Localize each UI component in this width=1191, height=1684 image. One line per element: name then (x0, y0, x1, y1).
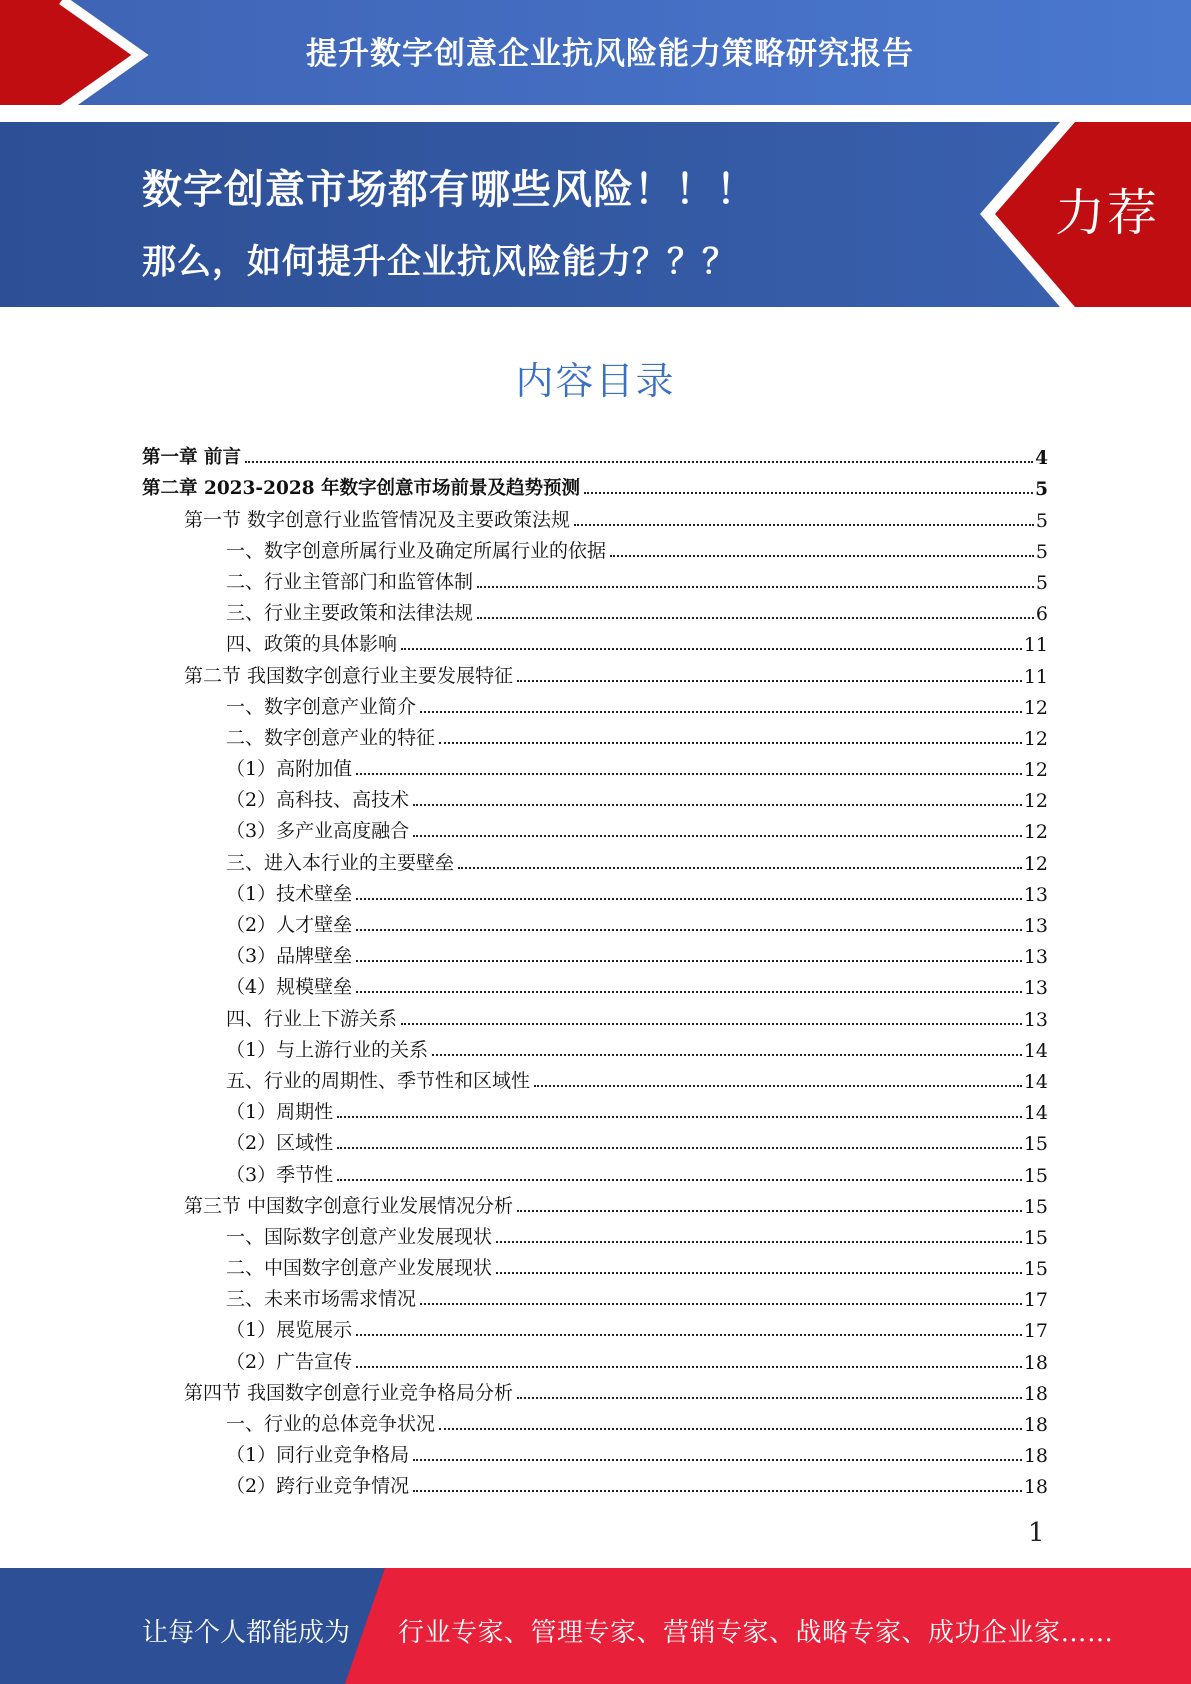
toc-entry-page: 15 (1023, 1164, 1048, 1187)
recommend-badge: 力荐 (1055, 184, 1159, 242)
toc-entry-page: 4 (1035, 448, 1048, 470)
toc-entry-page: 15 (1023, 1258, 1048, 1281)
toc-entry[interactable] (142, 563, 1048, 594)
toc-entry-page: 14 (1023, 1102, 1048, 1125)
toc-entry-page: 18 (1023, 1414, 1048, 1436)
toc-entry-title: 五、行业的周期性、季节性和区域性 (226, 1069, 531, 1092)
toc-dot-leader (439, 742, 1022, 744)
toc-entry-title: （1）展览展示 (226, 1319, 353, 1342)
toc-entry[interactable] (142, 1467, 1048, 1498)
toc-entry-title: （1）同行业竞争格局 (226, 1444, 410, 1467)
toc-dot-leader (337, 1179, 1022, 1181)
toc-dot-leader (356, 929, 1022, 931)
toc-entry-page: 14 (1023, 1070, 1048, 1093)
toc-dot-leader (439, 1428, 1022, 1430)
toc-entry-page: 13 (1023, 977, 1048, 1000)
toc-entry[interactable] (142, 1405, 1048, 1436)
toc-entry-page: 15 (1023, 1133, 1048, 1156)
toc-entry[interactable] (142, 656, 1048, 687)
toc-entry-title: 第一节 数字创意行业监管情况及主要政策法规 (184, 508, 571, 531)
page-number: 1 (1028, 1518, 1045, 1548)
toc-entry-page: 13 (1023, 946, 1048, 969)
toc-dot-leader (517, 680, 1022, 682)
hero-headline: 数字创意市场都有哪些风险！！！ (142, 167, 757, 213)
toc-dot-leader (401, 1023, 1022, 1025)
toc-entry[interactable] (142, 1062, 1048, 1093)
toc-entry-page: 14 (1023, 1039, 1048, 1062)
toc-dot-leader (356, 898, 1022, 900)
toc-dot-leader (432, 1054, 1022, 1056)
toc-entry[interactable] (142, 1342, 1048, 1373)
toc-entry[interactable] (142, 906, 1048, 937)
toc-entry-page: 12 (1023, 790, 1048, 813)
toc-entry-title: （2）人才壁垒 (226, 914, 353, 936)
toc-entry-title: 三、行业主要政策和法律法规 (226, 602, 474, 625)
toc-entry[interactable] (142, 1187, 1048, 1218)
toc-entry-page: 18 (1023, 1476, 1048, 1499)
toc-entry[interactable] (142, 937, 1048, 968)
toc-entry-title: （2）跨行业竞争情况 (226, 1475, 410, 1498)
toc-entry[interactable] (142, 1436, 1048, 1467)
toc-dot-leader (413, 1490, 1022, 1492)
footer-slogan-left: 让每个人都能成为 (142, 1618, 351, 1648)
toc-dot-leader (413, 1459, 1022, 1461)
toc-entry-title: （2）高科技、高技术 (226, 789, 410, 812)
toc-entry-title: 一、数字创意所属行业及确定所属行业的依据 (226, 539, 607, 562)
toc-entry-page: 6 (1035, 603, 1048, 626)
toc-entry-page: 5 (1035, 571, 1048, 594)
toc-entry[interactable] (142, 1374, 1048, 1405)
toc-dot-leader (413, 835, 1022, 837)
toc-entry-title: 第二章 2023-2028 年数字创意市场前景及趋势预测 (142, 478, 581, 500)
toc-entry-title: 第三节 中国数字创意行业发展情况分析 (184, 1194, 514, 1217)
toc-entry-title: （2）广告宣传 (226, 1350, 353, 1373)
toc-entry-page: 11 (1023, 634, 1048, 657)
toc-entry-title: 二、行业主管部门和监管体制 (226, 570, 474, 593)
toc-entry-page: 12 (1023, 821, 1048, 844)
toc-entry-title: 三、进入本行业的主要壁垒 (226, 851, 455, 874)
toc-entry-page: 5 (1035, 509, 1048, 532)
toc-entry-title: 三、未来市场需求情况 (226, 1288, 417, 1311)
toc-dot-leader (420, 1303, 1022, 1305)
toc-entry-title: 一、行业的总体竞争状况 (226, 1413, 436, 1435)
toc-entry-page: 15 (1023, 1195, 1048, 1218)
toc-dot-leader (337, 1116, 1022, 1118)
toc-entry-title: 第二节 我国数字创意行业主要发展特征 (184, 664, 514, 687)
toc-entry-page: 12 (1023, 759, 1048, 782)
toc-dot-leader (574, 524, 1034, 526)
toc-dot-leader (356, 773, 1022, 775)
toc-entry-title: （3）品牌壁垒 (226, 945, 353, 968)
toc-dot-leader (420, 711, 1022, 713)
toc-entry-title: （3）季节性 (226, 1163, 334, 1186)
toc-entry-title: （1）技术壁垒 (226, 882, 353, 905)
toc-entry[interactable] (142, 688, 1048, 719)
toc-entry-page: 5 (1035, 479, 1048, 501)
table-of-contents (142, 438, 1048, 1498)
toc-dot-leader (458, 867, 1022, 869)
toc-entry[interactable] (142, 1031, 1048, 1062)
toc-dot-leader (584, 492, 1033, 494)
toc-entry[interactable] (142, 532, 1048, 563)
toc-entry-title: 四、政策的具体影响 (226, 633, 398, 656)
toc-entry-title: （4）规模壁垒 (226, 976, 353, 999)
toc-entry-page: 12 (1023, 696, 1048, 719)
toc-entry-page: 13 (1023, 915, 1048, 937)
toc-entry-title: （1）周期性 (226, 1101, 334, 1124)
toc-dot-leader (337, 1147, 1022, 1149)
toc-entry-page: 17 (1023, 1289, 1048, 1312)
toc-entry-page: 12 (1023, 727, 1048, 750)
toc-entry-title: 二、数字创意产业的特征 (226, 726, 436, 749)
report-title: 提升数字创意企业抗风险能力策略研究报告 (306, 35, 914, 72)
toc-entry-title: （3）多产业高度融合 (226, 820, 410, 843)
toc-dot-leader (534, 1085, 1022, 1087)
toc-entry-page: 18 (1023, 1382, 1048, 1405)
toc-entry[interactable] (142, 999, 1048, 1030)
toc-entry[interactable] (142, 1280, 1048, 1311)
toc-entry-title: （2）区域性 (226, 1132, 334, 1155)
toc-entry[interactable] (142, 625, 1048, 656)
footer-slogan-right: 行业专家、管理专家、营销专家、战略专家、成功企业家…… (398, 1618, 1114, 1648)
hero-subheadline: 那么，如何提升企业抗风险能力？？？ (142, 242, 737, 282)
toc-entry[interactable] (142, 1249, 1048, 1280)
toc-entry-page: 11 (1023, 665, 1048, 688)
toc-entry[interactable] (142, 1218, 1048, 1249)
toc-dot-leader (245, 461, 1033, 463)
toc-entry[interactable] (142, 1155, 1048, 1186)
toc-entry[interactable] (142, 1124, 1048, 1155)
toc-entry-page: 13 (1023, 883, 1048, 906)
toc-entry-title: 一、国际数字创意产业发展现状 (226, 1225, 493, 1248)
toc-entry-title: （1）与上游行业的关系 (226, 1038, 429, 1061)
toc-entry-page: 18 (1023, 1351, 1048, 1374)
toc-entry-title: 第四节 我国数字创意行业竞争格局分析 (184, 1381, 514, 1404)
toc-dot-leader (610, 555, 1034, 557)
toc-entry-title: 第一章 前言 (142, 447, 241, 469)
toc-entry-title: 四、行业上下游关系 (226, 1007, 398, 1030)
toc-entry[interactable] (142, 719, 1048, 750)
toc-dot-leader (356, 991, 1022, 993)
toc-entry-title: 一、数字创意产业简介 (226, 695, 417, 718)
toc-entry-title: （1）高附加值 (226, 758, 353, 781)
toc-dot-leader (477, 617, 1034, 619)
toc-entry[interactable] (142, 500, 1048, 531)
toc-entry[interactable] (142, 875, 1048, 906)
toc-entry-page: 12 (1023, 852, 1048, 875)
toc-entry[interactable] (142, 812, 1048, 843)
toc-dot-leader (356, 960, 1022, 962)
toc-dot-leader (356, 1334, 1022, 1336)
toc-entry-page: 17 (1023, 1320, 1048, 1343)
toc-entry-page: 13 (1023, 1008, 1048, 1031)
toc-entry-page: 5 (1035, 540, 1048, 563)
toc-entry-title: 二、中国数字创意产业发展现状 (226, 1257, 493, 1280)
toc-entry[interactable] (142, 438, 1048, 469)
toc-entry[interactable] (142, 750, 1048, 781)
toc-entry[interactable] (142, 968, 1048, 999)
toc-entry[interactable] (142, 781, 1048, 812)
toc-dot-leader (496, 1272, 1022, 1274)
toc-dot-leader (401, 648, 1022, 650)
toc-entry[interactable] (142, 1311, 1048, 1342)
toc-title: 内容目录 (515, 359, 676, 403)
toc-entry[interactable] (142, 843, 1048, 874)
toc-dot-leader (517, 1397, 1022, 1399)
toc-entry[interactable] (142, 1093, 1048, 1124)
toc-dot-leader (356, 1366, 1022, 1368)
toc-entry-page: 15 (1023, 1226, 1048, 1249)
toc-dot-leader (477, 586, 1034, 588)
toc-dot-leader (496, 1241, 1022, 1243)
toc-entry-page: 18 (1023, 1445, 1048, 1468)
toc-dot-leader (413, 804, 1022, 806)
toc-entry[interactable] (142, 469, 1048, 500)
toc-entry[interactable] (142, 594, 1048, 625)
toc-dot-leader (517, 1210, 1022, 1212)
